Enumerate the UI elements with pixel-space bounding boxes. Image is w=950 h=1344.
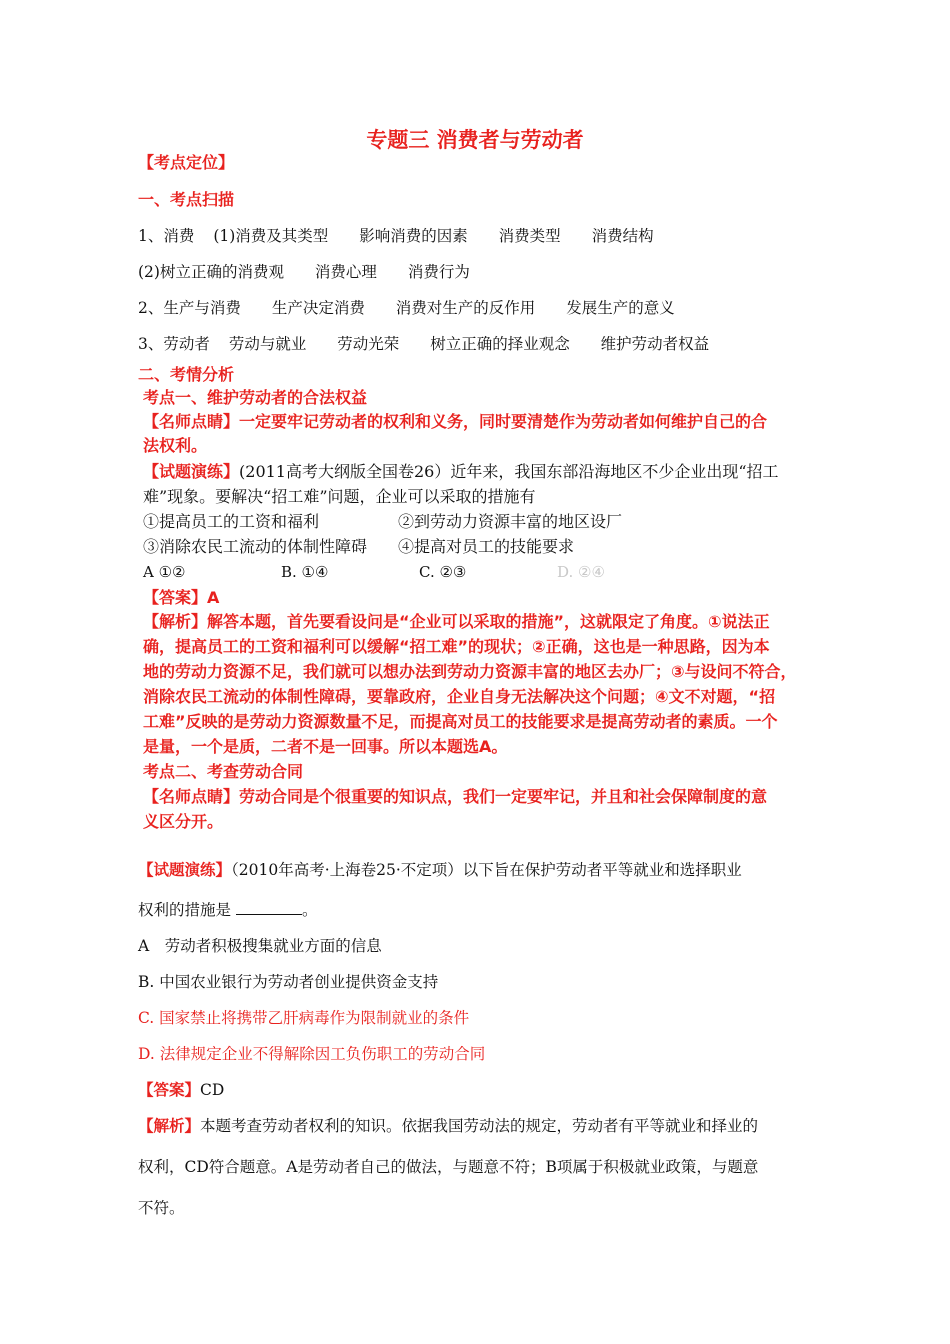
section-analysis: 二、考情分析 bbox=[138, 365, 235, 384]
point1-drill-line: 难”现象。要解决“招工难”问题，企业可以采取的措施有 bbox=[143, 487, 536, 506]
answer-label: 【答案】 bbox=[138, 1081, 201, 1099]
point2-analysis-line: 不符。 bbox=[138, 1199, 185, 1217]
point1-items-row bbox=[143, 535, 574, 559]
point1-analysis-line: 地的劳动力资源不足，我们就可以想办法到劳动力资源丰富的地区去办厂；③与设问不符合， bbox=[143, 662, 797, 681]
point1-analysis-line: 是量，一个是质，二者不是一回事。所以本题选A。 bbox=[143, 737, 508, 756]
scan-item: 影响消费的因素 bbox=[359, 227, 468, 245]
scan-item: 消费行为 bbox=[407, 263, 470, 281]
scan-item: 生产决定消费 bbox=[271, 299, 365, 317]
point1-items-row bbox=[143, 510, 622, 534]
choice-item: ①提高员工的工资和福利 bbox=[143, 512, 320, 531]
point2-drill-line bbox=[138, 858, 742, 880]
drill-text: (2011高考大纲版全国卷26）近年来，我国东部沿海地区不少企业出现“招工 bbox=[239, 462, 779, 481]
option: C. ②③ bbox=[419, 563, 467, 581]
scan-item: (1)消费及其类型 bbox=[213, 227, 329, 245]
scan-item: 消费类型 bbox=[498, 227, 561, 245]
point2-tip-line: 义区分开。 bbox=[143, 812, 224, 831]
scan-item: 发展生产的意义 bbox=[566, 299, 675, 317]
analysis-text: 本题考查劳动者权利的知识。依据我国劳动法的规定，劳动者有平等就业和择业的 bbox=[200, 1117, 759, 1135]
point2-drill-line bbox=[138, 898, 317, 920]
scan-item: 1、消费 bbox=[138, 227, 195, 245]
point1-analysis-line: 工难”反映的是劳动力资源数量不足，而提高对员工的技能要求是提高劳动者的素质。一个 bbox=[143, 712, 778, 731]
option: D. ②④ bbox=[557, 563, 605, 581]
section-scan: 一、考点扫描 bbox=[138, 190, 235, 209]
choice-item: ③消除农民工流动的体制性障碍 bbox=[143, 537, 368, 556]
scan-row-1 bbox=[138, 224, 654, 246]
page-title: 专题三 消费者与劳动者 bbox=[366, 128, 584, 152]
point1-options-row bbox=[143, 560, 695, 584]
scan-item: 3、劳动者 bbox=[138, 335, 210, 353]
point1-analysis-line: 确，提高员工的工资和福利可以缓解“招工难”的现状；②正确，这也是一种思路，因为本 bbox=[143, 637, 770, 656]
point2-option: A 劳动者积极搜集就业方面的信息 bbox=[138, 937, 382, 955]
choice-item: ④提高对员工的技能要求 bbox=[398, 537, 575, 556]
point1-analysis-line: 【解析】解答本题，首先要看设问是“企业可以采取的措施”，这就限定了角度。①说法正 bbox=[143, 612, 770, 631]
scan-item: 劳动光荣 bbox=[337, 335, 400, 353]
point2-answer bbox=[138, 1078, 224, 1100]
option: A ①② bbox=[143, 563, 186, 581]
point2-option: C. 国家禁止将携带乙肝病毒作为限制就业的条件 bbox=[138, 1009, 470, 1027]
scan-item: 消费心理 bbox=[314, 263, 377, 281]
drill-label: 【试题演练】 bbox=[138, 861, 232, 879]
scan-item: 树立正确的择业观念 bbox=[430, 335, 570, 353]
answer-blank bbox=[236, 900, 302, 915]
point1-drill-line bbox=[143, 460, 779, 484]
drill-end: 。 bbox=[301, 901, 318, 919]
choice-item: ②到劳动力资源丰富的地区设厂 bbox=[398, 512, 623, 531]
point1-heading: 考点一、维护劳动者的合法权益 bbox=[143, 388, 368, 407]
scan-row-3 bbox=[138, 296, 675, 318]
point1-answer: 【答案】A bbox=[143, 588, 220, 607]
point2-analysis-line bbox=[138, 1114, 758, 1136]
drill-text: （2010年高考·上海卷25·不定项）以下旨在保护劳动者平等就业和选择职业 bbox=[231, 861, 742, 879]
scan-item: 消费对生产的反作用 bbox=[395, 299, 536, 317]
scan-row-2 bbox=[138, 260, 470, 282]
drill-label: 【试题演练】 bbox=[143, 462, 240, 481]
point1-tip-line: 【名师点睛】一定要牢记劳动者的权利和义务，同时要清楚作为劳动者如何维护自己的合 bbox=[143, 412, 768, 431]
point1-analysis-line: 消除农民工流动的体制性障碍，要靠政府，企业自身无法解决这个问题；④文不对题，“招 bbox=[143, 687, 776, 706]
scan-item: 劳动与就业 bbox=[228, 335, 307, 353]
scan-item: 消费结构 bbox=[591, 227, 654, 245]
scan-item: 维护劳动者权益 bbox=[600, 335, 710, 353]
scan-item: (2)树立正确的消费观 bbox=[138, 263, 284, 281]
answer-value: CD bbox=[200, 1081, 225, 1099]
scan-item: 2、生产与消费 bbox=[138, 299, 241, 317]
scan-row-4 bbox=[138, 332, 709, 354]
point2-analysis-line: 权利，CD符合题意。A是劳动者自己的做法，与题意不符；B项属于积极就业政策，与题意 bbox=[138, 1158, 759, 1176]
section-locate: 【考点定位】 bbox=[138, 153, 235, 172]
point2-option: D. 法律规定企业不得解除因工负伤职工的劳动合同 bbox=[138, 1045, 486, 1063]
analysis-label: 【解析】 bbox=[138, 1117, 201, 1135]
point2-tip-line: 【名师点睛】劳动合同是个很重要的知识点，我们一定要牢记，并且和社会保障制度的意 bbox=[143, 787, 768, 806]
point1-tip-line: 法权利。 bbox=[143, 436, 208, 455]
drill-text: 权利的措施是 bbox=[138, 901, 232, 919]
point2-heading: 考点二、考查劳动合同 bbox=[143, 762, 304, 781]
option: B. ①④ bbox=[281, 563, 329, 581]
point2-option: B. 中国农业银行为劳动者创业提供资金支持 bbox=[138, 973, 439, 991]
